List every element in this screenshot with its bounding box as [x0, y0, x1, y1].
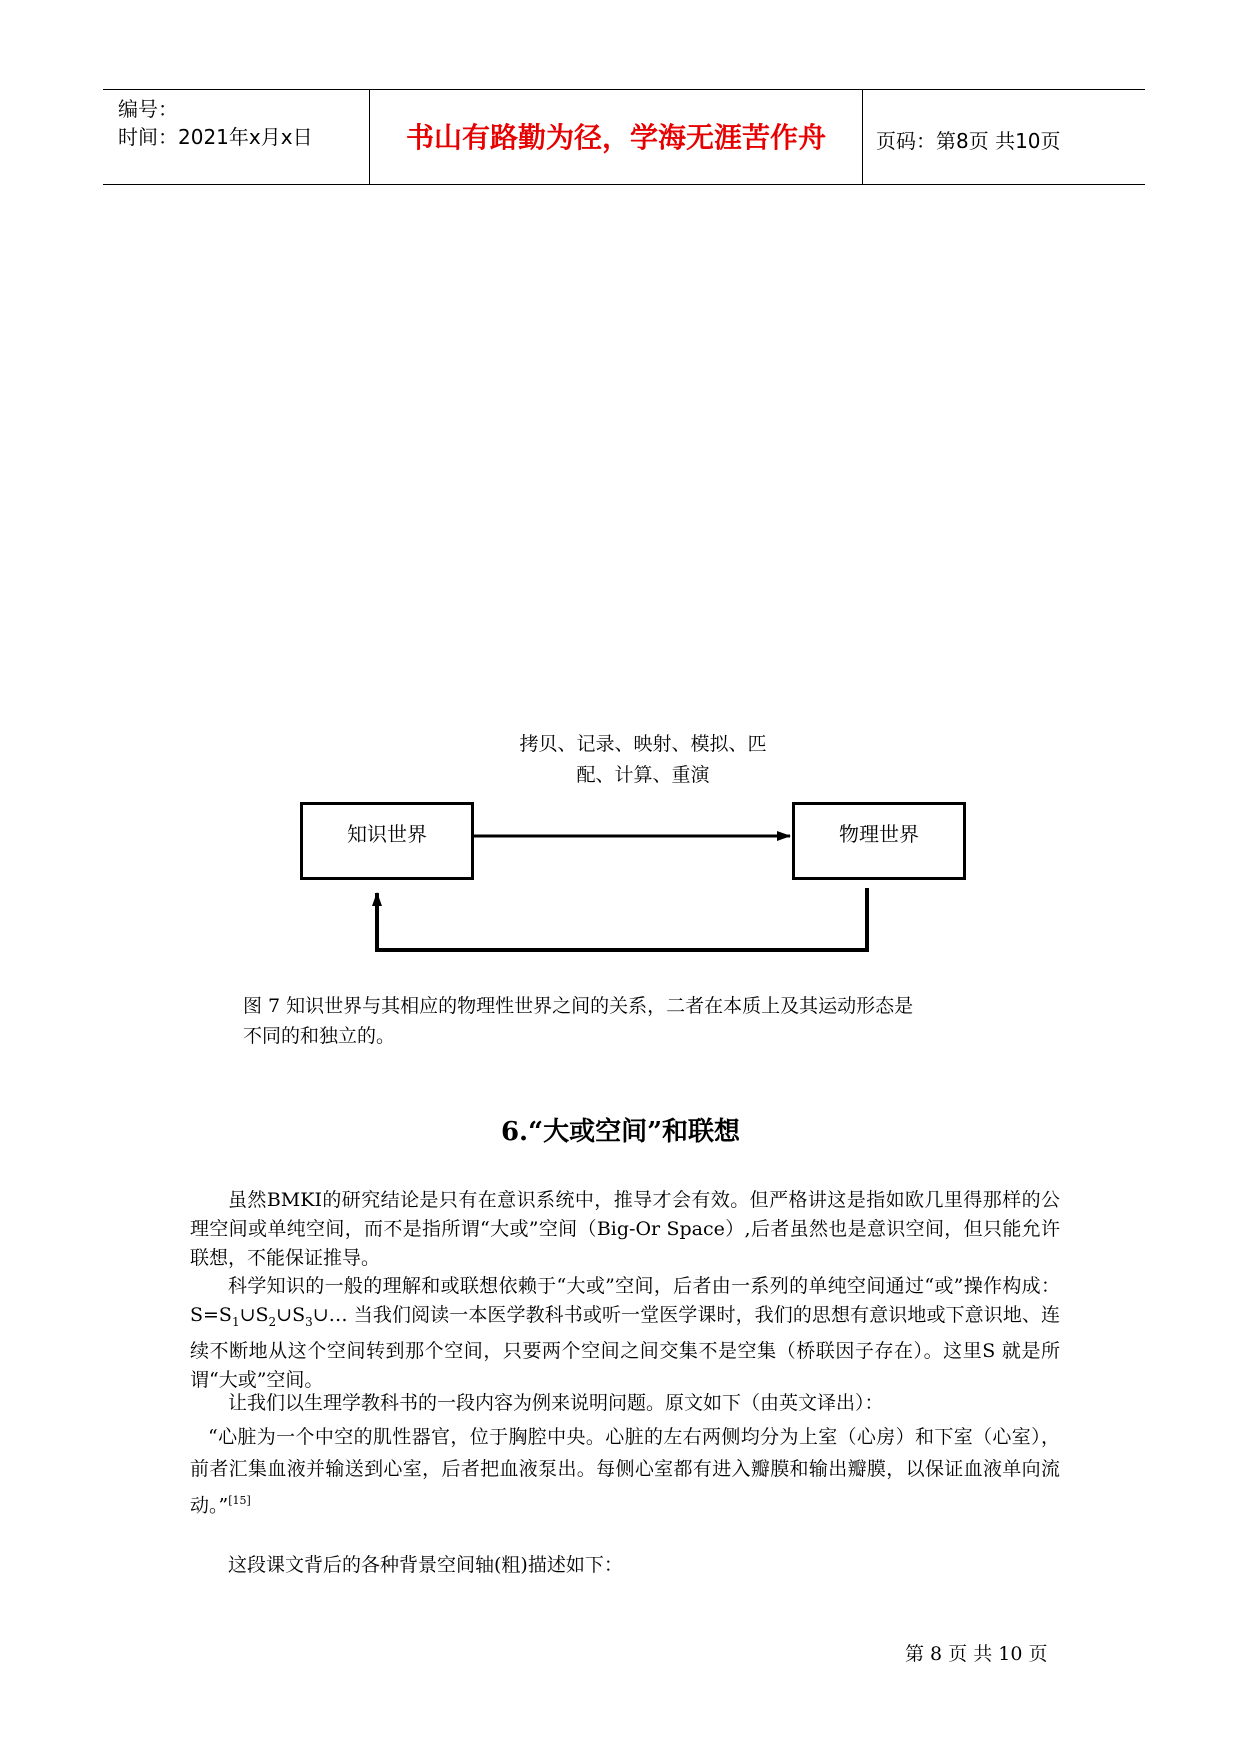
page-code: 页码：第8页 共10页 — [876, 129, 1061, 153]
p2-text-a: 科学知识的一般的理解和或联想依赖于“大或”空间，后者由一系列的单纯空间通过“或”操作构成：S=S — [190, 1275, 1060, 1326]
section-title: 6.“大或空间”和联想 — [500, 1117, 741, 1147]
paragraph-1: 虽然BMKI的研究结论是只有在意识系统中，推导才会有效。但严格讲这是指如欧几里得那样的公理空间或单纯空间，而不是指所谓“大或”空间（Big-Or Space）,后者虽然也是意识空间，但只能允许联想，不能保证推导。 — [190, 1189, 1060, 1269]
p2-text-b: ∪S — [239, 1304, 269, 1326]
paragraph-4-quote — [190, 1421, 1060, 1521]
figure-arrow-label-line1: 拷贝、记录、映射、模拟、匹 — [519, 733, 767, 755]
p2-text-d: ∪… 当我们阅读一本医学教科书或听一堂医学课时，我们的思想有意识地或下意识地、连续不断地从这个空间转到那个空间，只要两个空间之间交集不是空集（桥联因子存在）。这里S 就是所谓“大或”空间。 — [190, 1304, 1060, 1391]
knowledge-world-box — [300, 802, 474, 880]
reference-marker: [15] — [228, 1494, 251, 1507]
page-footer: 第 8 页 共 10 页 — [905, 1643, 1048, 1665]
p2-sub-1: 1 — [231, 1314, 240, 1329]
figure-arrow-label-line2: 配、计算、重演 — [576, 764, 710, 786]
motto: 书山有路勤为径，学海无涯苦作舟 — [405, 121, 826, 154]
paragraph-3: 让我们以生理学教科书的一段内容为例来说明问题。原文如下（由英文译出）： — [228, 1392, 884, 1414]
knowledge-world-label: 知识世界 — [347, 822, 427, 846]
physical-world-label: 物理世界 — [839, 822, 919, 846]
p2-text-c: ∪S — [276, 1304, 306, 1326]
caption-line1: 图 7 知识世界与其相应的物理性世界之间的关系，二者在本质上及其运动形态是 — [243, 995, 914, 1017]
caption-line2: 不同的和独立的。 — [243, 1025, 396, 1047]
paragraph-5: 这段课文背后的各种背景空间轴(粗)描述如下： — [228, 1554, 623, 1576]
return-arrow — [377, 888, 867, 950]
p2-sub-3: 3 — [305, 1314, 313, 1329]
figure-caption — [243, 991, 1033, 1051]
paragraph-2 — [190, 1272, 1060, 1395]
quote-text: “心脏为一个中空的肌性器官，位于胸腔中央。心脏的左右两侧均分为上室（心房）和下室（心室），前者汇集血液并输送到心室，后者把血液泵出。每侧心室都有进入瓣膜和输出瓣膜，以保证血液单向流动。” — [190, 1426, 1060, 1517]
date-label: 时间：2021年x月x日 — [118, 125, 313, 149]
physical-world-box — [792, 802, 966, 880]
p2-sub-2: 2 — [268, 1314, 277, 1329]
number-label: 编号： — [118, 97, 178, 121]
